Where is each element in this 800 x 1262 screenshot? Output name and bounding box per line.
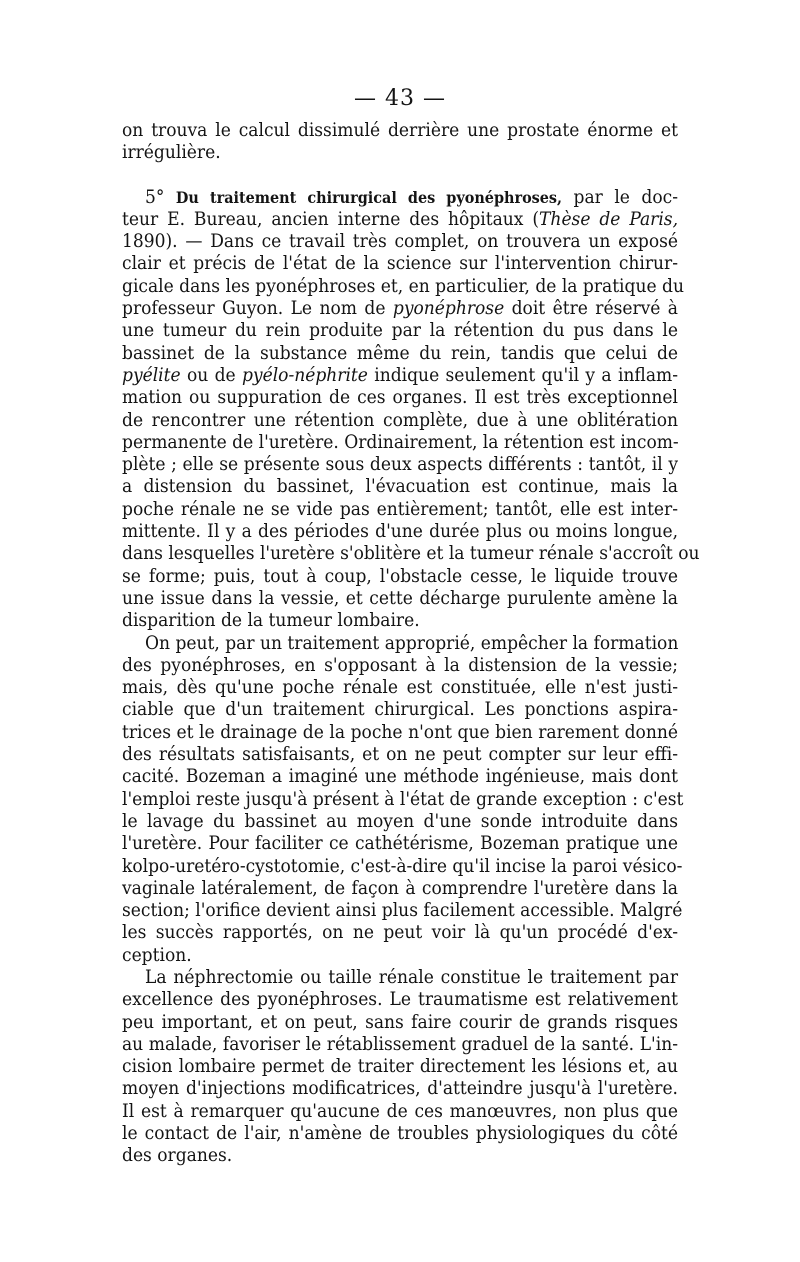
- text-line: [122, 743, 678, 765]
- line-text: ception.: [122, 943, 192, 966]
- line-text: par le doc-: [562, 185, 678, 208]
- line-text: On peut, par un traitement approprié, empêcher la formation: [145, 631, 679, 654]
- page-number: — 43 —: [354, 86, 446, 111]
- line-text: ciable que d'un traitement chirurgical. Les ponctions aspira-: [122, 698, 678, 721]
- line-text: section; l'orifice devient ainsi plus facilement accessible. Malgré: [122, 899, 683, 922]
- text-line: [122, 565, 678, 587]
- text-line: [122, 431, 678, 453]
- line-text: doit être réservé à: [504, 297, 678, 320]
- paragraph-gap: [122, 164, 678, 186]
- text-line: [122, 475, 678, 497]
- line-text: disparition de la tumeur lombaire.: [122, 609, 420, 632]
- line-text: a distension du bassinet, l'évacuation est continue, mais la: [122, 475, 678, 498]
- text-line: [122, 810, 678, 832]
- line-text: les succès rapportés, on ne peut voir là qu'un procédé d'ex-: [122, 921, 678, 944]
- text-line: [122, 698, 678, 720]
- line-text: le lavage du bassinet au moyen d'une sonde introduite dans: [122, 809, 678, 832]
- line-text: au malade, favoriser le rétablissement graduel de la santé. L'in-: [122, 1032, 678, 1055]
- text-line: [122, 342, 678, 364]
- italic-text: pyonéphrose: [392, 297, 505, 320]
- text-line: [122, 966, 678, 988]
- line-text: 1890). — Dans ce travail très complet, on trouvera un exposé: [122, 230, 678, 253]
- line-text: l'emploi reste jusqu'à présent à l'état de grande exception : c'est: [122, 787, 684, 810]
- text-line: [122, 854, 683, 877]
- text-line: [122, 1055, 678, 1077]
- line-text: moyen d'injections modificatrices, d'atteindre jusqu'à l'uretère.: [122, 1077, 678, 1100]
- text-line: [122, 542, 700, 565]
- text-line: [122, 1122, 678, 1144]
- line-text: mittente. Il y a des périodes d'une durée plus ou moins longue,: [122, 520, 678, 543]
- line-text: permanente de l'uretère. Ordinairement, la rétention est incom-: [122, 430, 679, 453]
- line-text: vaginale latéralement, de façon à comprendre l'uretère dans la: [122, 876, 678, 899]
- line-text: une issue dans la vessie, et cette décharge purulente amène la: [122, 586, 678, 609]
- text-line: [122, 119, 678, 141]
- line-text: professeur Guyon. Le nom de: [122, 297, 393, 320]
- line-text: bassinet de la substance même du rein, tandis que celui de: [122, 341, 678, 364]
- line-text: teur E. Bureau, ancien interne des hôpitaux (: [122, 207, 540, 230]
- italic-text: pyélo-néphrite: [241, 363, 368, 386]
- text-line: [122, 1077, 678, 1099]
- line-text: poche rénale ne se vide pas entièrement; tantôt, elle est inter-: [122, 497, 678, 520]
- text-line: [122, 787, 684, 810]
- text-line: [122, 453, 678, 475]
- text-line: [122, 632, 678, 654]
- line-text: dans lesquelles l'uretère s'oblitère et la tumeur rénale s'accroît ou: [122, 542, 700, 565]
- text-line: [122, 587, 678, 609]
- line-text: mais, dès qu'une poche rénale est constituée, elle n'est justi-: [122, 676, 678, 699]
- text-line: [122, 654, 678, 676]
- line-text: peu important, et on peut, sans faire courir de grands risques: [122, 1010, 678, 1033]
- text-line: [122, 409, 678, 431]
- text-line: [122, 765, 678, 787]
- line-text: clair et précis de l'état de la science sur l'intervention chirur-: [122, 252, 678, 275]
- italic-text: pyélite: [122, 363, 181, 386]
- text-line: [122, 944, 678, 966]
- line-text: 5°: [145, 185, 176, 208]
- text-line: [122, 1144, 678, 1166]
- text-line: [122, 676, 678, 698]
- line-text: excellence des pyonéphroses. Le traumatisme est relativement: [122, 988, 678, 1011]
- line-text: des organes.: [122, 1144, 233, 1167]
- line-text: cision lombaire permet de traiter directement les lésions et, au: [122, 1055, 678, 1078]
- line-text: on trouva le calcul dissimulé derrière une prostate énorme et: [122, 119, 678, 141]
- line-text: indique seulement qu'il y a inflam-: [367, 363, 678, 386]
- text-line: [122, 988, 678, 1010]
- section-heading: Du traitement chirurgical des pyonéphroses,: [175, 187, 563, 207]
- line-text: plète ; elle se présente sous deux aspects différents : tantôt, il y: [122, 453, 678, 476]
- text-line: [122, 921, 678, 943]
- line-text: se forme; puis, tout à coup, l'obstacle cesse, le liquide trouve: [122, 564, 678, 587]
- text-line: [122, 1011, 678, 1033]
- text-line: [122, 319, 678, 341]
- line-text: kolpo-uretéro-cystotomie, c'est-à-dire qu'il incise la paroi vésico-: [122, 854, 683, 877]
- line-text: l'uretère. Pour faciliter ce cathétérisme, Bozeman pratique une: [122, 832, 678, 855]
- line-text: des pyonéphroses, en s'opposant à la distension de la vessie;: [122, 653, 678, 676]
- text-line: [122, 141, 678, 163]
- line-text: ou de: [180, 363, 242, 386]
- line-text: trices et le drainage de la poche n'ont que bien rarement donné: [122, 720, 678, 743]
- line-text: des résultats satisfaisants, et on ne peut compter sur leur effi-: [122, 743, 678, 766]
- line-text: le contact de l'air, n'amène de troubles physiologiques du côté: [122, 1122, 678, 1145]
- text-line: [122, 252, 678, 274]
- text-line: [122, 832, 678, 854]
- line-text: mation ou suppuration de ces organes. Il est très exceptionnel: [122, 386, 678, 409]
- text-line: [122, 364, 678, 386]
- text-line: [122, 386, 678, 408]
- line-text: gicale dans les pyonéphroses et, en particulier, de la pratique du: [122, 274, 684, 297]
- text-line: [122, 877, 678, 899]
- line-text: de rencontrer une rétention complète, due à une oblitération: [122, 408, 678, 431]
- line-text: La néphrectomie ou taille rénale constitue le traitement par: [145, 965, 678, 988]
- line-text: une tumeur du rein produite par la rétention du pus dans le: [122, 319, 678, 342]
- text-line: [122, 208, 678, 230]
- text-line: [122, 274, 684, 297]
- line-text: cacité. Bozeman a imaginé une méthode ingénieuse, mais dont: [122, 765, 678, 788]
- text-line: [122, 899, 683, 922]
- line-text: Il est à remarquer qu'aucune de ces manœuvres, non plus que: [122, 1099, 678, 1122]
- body-text: [122, 119, 700, 1167]
- italic-text: Thèse de Paris,: [539, 207, 679, 230]
- line-text: irrégulière.: [122, 141, 221, 164]
- text-line: [122, 721, 678, 743]
- text-line: [122, 297, 678, 319]
- text-line: [122, 1100, 678, 1122]
- text-line: [122, 230, 678, 252]
- text-line: [122, 186, 678, 208]
- text-line: [122, 520, 678, 542]
- text-line: [122, 609, 678, 631]
- text-line: [122, 498, 678, 520]
- text-line: [122, 1033, 678, 1055]
